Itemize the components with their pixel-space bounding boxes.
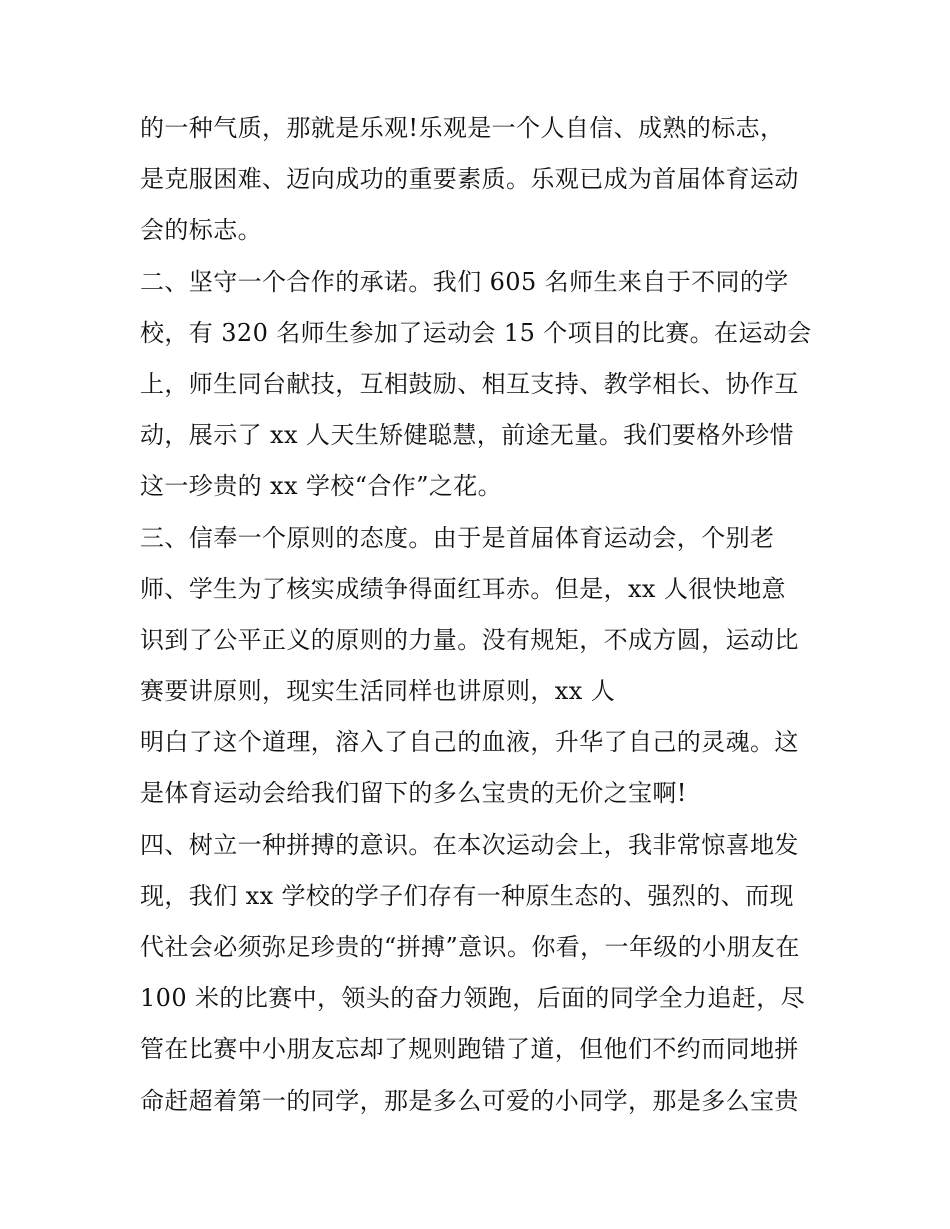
text-line: 是体育运动会给我们留下的多么宝贵的无价之宝啊! [140, 779, 687, 808]
text-line: 这一珍贵的 xx 学校“合作”之花。 [140, 472, 503, 501]
section-four-line: 四、树立一种拼搏的意识。在本次运动会上，我非常惊喜地发 [140, 830, 799, 859]
text-line: 命赶超着第一的同学，那是多么可爱的小同学，那是多么宝贵 [140, 1086, 799, 1115]
text-line: 代社会必须弥足珍贵的“拼搏”意识。你看，一年级的小朋友在 [140, 933, 800, 961]
text-line: 会的标志。 [140, 216, 262, 245]
text-line: 的一种气质，那就是乐观!乐观是一个人自信、成熟的标志， [140, 114, 785, 142]
section-three-line: 三、信奉一个原则的态度。由于是首届体育运动会，个别老 [140, 523, 775, 552]
text-line: 识到了公平正义的原则的力量。没有规矩，不成方圆，运动比 [140, 625, 799, 654]
section-two-line: 二、坚守一个合作的承诺。我们 605 名师生来自于不同的学 [140, 267, 789, 296]
text-line: 现，我们 xx 学校的学子们存有一种原生态的、强烈的、而现 [140, 881, 794, 910]
text-line: 管在比赛中小朋友忘却了规则跑错了道，但他们不约而同地拼 [140, 1035, 799, 1064]
text-line: 明白了这个道理，溶入了自己的血液，升华了自己的灵魂。这 [140, 728, 799, 757]
text-line: 是克服困难、迈向成功的重要素质。乐观已成为首届体育运动 [140, 165, 799, 194]
text-line: 上，师生同台献技，互相鼓励、相互支持、教学相长、协作互 [140, 369, 799, 398]
text-line: 校，有 320 名师生参加了运动会 15 个项目的比赛。在运动会 [140, 318, 812, 347]
text-line: 动，展示了 xx 人天生矫健聪慧，前途无量。我们要格外珍惜 [140, 421, 794, 450]
document-body [140, 103, 820, 1127]
text-line: 师、学生为了核实成绩争得面红耳赤。但是，xx 人很快地意 [140, 574, 786, 603]
text-line: 100 米的比赛中，领头的奋力领跑，后面的同学全力追赶，尽 [140, 984, 806, 1013]
text-line: 赛要讲原则，现实生活同样也讲原则，xx 人 [140, 677, 616, 706]
